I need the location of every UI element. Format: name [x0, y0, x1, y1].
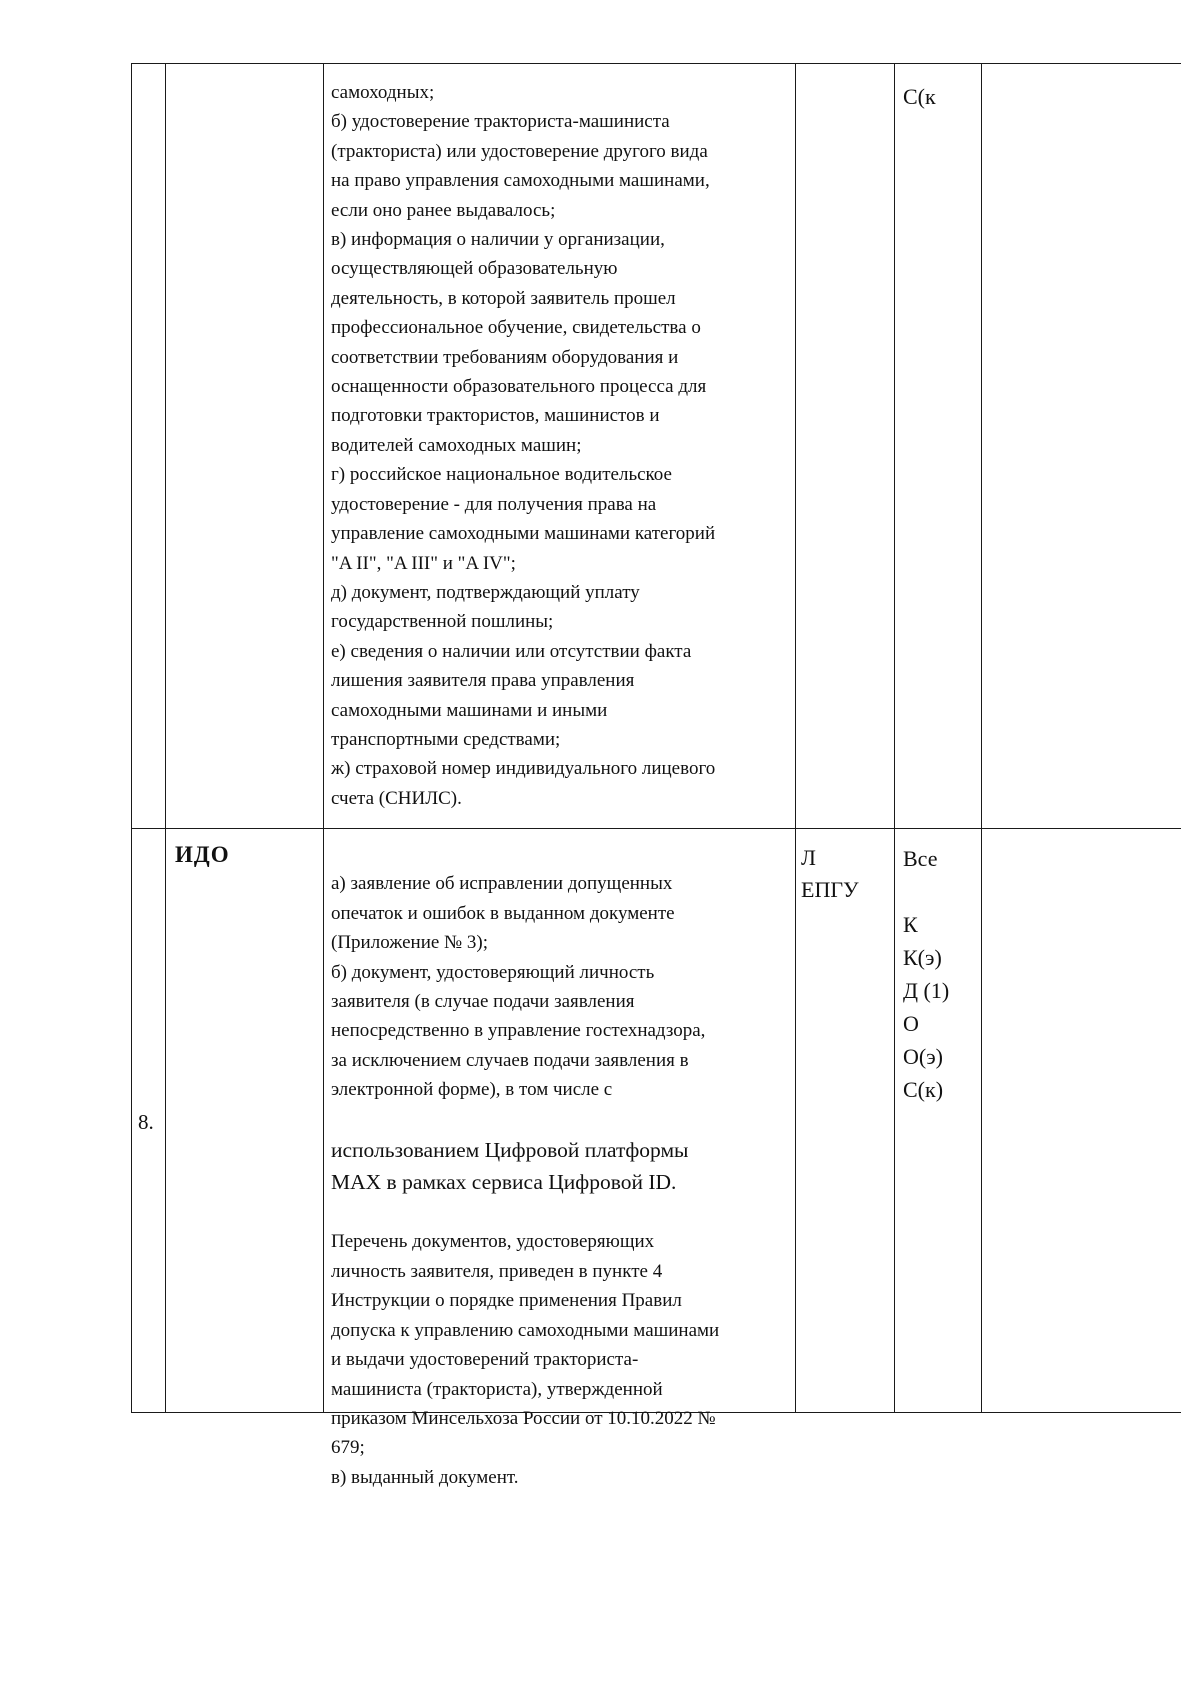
document-line: (тракториста) или удостоверение другого вида — [331, 140, 708, 162]
row7-top-border — [131, 63, 1181, 64]
document-line: заявителя (в случае подачи заявления — [331, 991, 635, 1013]
document-line: б) документ, удостоверяющий личность — [331, 961, 655, 983]
row8-documents-cell — [331, 840, 801, 1522]
category-line — [903, 875, 988, 908]
document-line: осуществляющей образовательную — [331, 258, 618, 280]
row8-documents-part-b — [331, 1134, 801, 1198]
row8-documents-part-c — [331, 1227, 801, 1492]
document-line: непосредственно в управление гостехнадзора, — [331, 1020, 706, 1042]
document-line: деятельность, в которой заявитель прошел — [331, 287, 676, 309]
document-line: MAX в рамках сервиса Цифровой ID. — [331, 1170, 677, 1195]
category-line: К(э) — [903, 945, 942, 970]
document-line: самоходными машинами и иными — [331, 699, 608, 721]
document-line: самоходных; — [331, 82, 435, 103]
document-line: счета (СНИЛС). — [331, 787, 462, 809]
channel-line: Л — [801, 845, 816, 870]
document-line: и выдачи удостоверений тракториста- — [331, 1349, 639, 1371]
row7-category-cell — [903, 80, 988, 113]
category-line: Д (1) — [903, 978, 950, 1003]
document-line: в) выданный документ. — [331, 1466, 519, 1488]
document-line: использованием Цифровой платформы — [331, 1138, 689, 1163]
document-line: лишения заявителя права управления — [331, 670, 635, 692]
row7-documents-cell — [331, 78, 801, 813]
document-line: оснащенности образовательного процесса для — [331, 376, 707, 398]
document-line: в) информация о наличии у организации, — [331, 229, 665, 251]
document-line: приказом Минсельхоза России от 10.10.2022 № — [331, 1407, 716, 1429]
document-line: Перечень документов, удостоверяющих — [331, 1231, 655, 1253]
document-line: управление самоходными машинами категорий — [331, 523, 716, 545]
row8-category-cell — [903, 842, 988, 1106]
row8-documents-part-a — [331, 869, 801, 1104]
document-line: г) российское национальное водительское — [331, 464, 672, 486]
row8-service-code: ИДО — [175, 842, 230, 867]
document-line: (Приложение № 3); — [331, 932, 489, 954]
document-line: государственной пошлины; — [331, 611, 554, 633]
category-line: С(к) — [903, 1077, 944, 1102]
document-line: электронной форме), в том числе с — [331, 1079, 613, 1101]
col-line-1 — [165, 63, 166, 1412]
document-line: а) заявление об исправлении допущенных — [331, 873, 673, 895]
document-line: за исключением случаев подачи заявления в — [331, 1049, 689, 1071]
col-line-0 — [131, 63, 132, 1412]
col-line-5 — [981, 63, 982, 1412]
document-line: опечаток и ошибок в выданном документе — [331, 902, 675, 924]
category-line: О(э) — [903, 1044, 943, 1069]
document-line: водителей самоходных машин; — [331, 434, 582, 456]
category-line: Все — [903, 846, 938, 871]
document-line: "A II", "A III" и "A IV"; — [331, 552, 516, 574]
document-line: допуска к управлению самоходными машинами — [331, 1319, 720, 1341]
document-line: ж) страховой номер индивидуального лицевого — [331, 758, 716, 780]
row-separator — [131, 828, 1181, 829]
document-line: транспортными средствами; — [331, 728, 561, 750]
document-line: личность заявителя, приведен в пункте 4 — [331, 1260, 663, 1282]
col-line-2 — [323, 63, 324, 1412]
document-line: если оно ранее выдавалось; — [331, 199, 556, 221]
channel-line: ЕПГУ — [801, 877, 859, 902]
document-line: подготовки трактористов, машинистов и — [331, 405, 660, 427]
document-line: б) удостоверение тракториста-машиниста — [331, 111, 670, 133]
document-line: соответствии требованиям оборудования и — [331, 346, 679, 368]
document-line: д) документ, подтверждающий уплату — [331, 581, 640, 603]
row8-number: 8. — [138, 1110, 154, 1134]
document-line: на право управления самоходными машинами, — [331, 170, 710, 192]
category-line: С(к — [903, 84, 936, 109]
document-line: удостоверение - для получения права на — [331, 493, 657, 515]
col-line-4 — [894, 63, 895, 1412]
document-line: 679; — [331, 1437, 365, 1459]
document-line: Инструкции о порядке применения Правил — [331, 1290, 682, 1312]
document-line: профессиональное обучение, свидетельства о — [331, 317, 701, 339]
document-line: машиниста (тракториста), утвержденной — [331, 1378, 663, 1400]
row8-channel-cell — [801, 842, 901, 906]
category-line: К — [903, 912, 918, 937]
document-line: е) сведения о наличии или отсутствии факта — [331, 640, 692, 662]
category-line: О — [903, 1011, 919, 1036]
